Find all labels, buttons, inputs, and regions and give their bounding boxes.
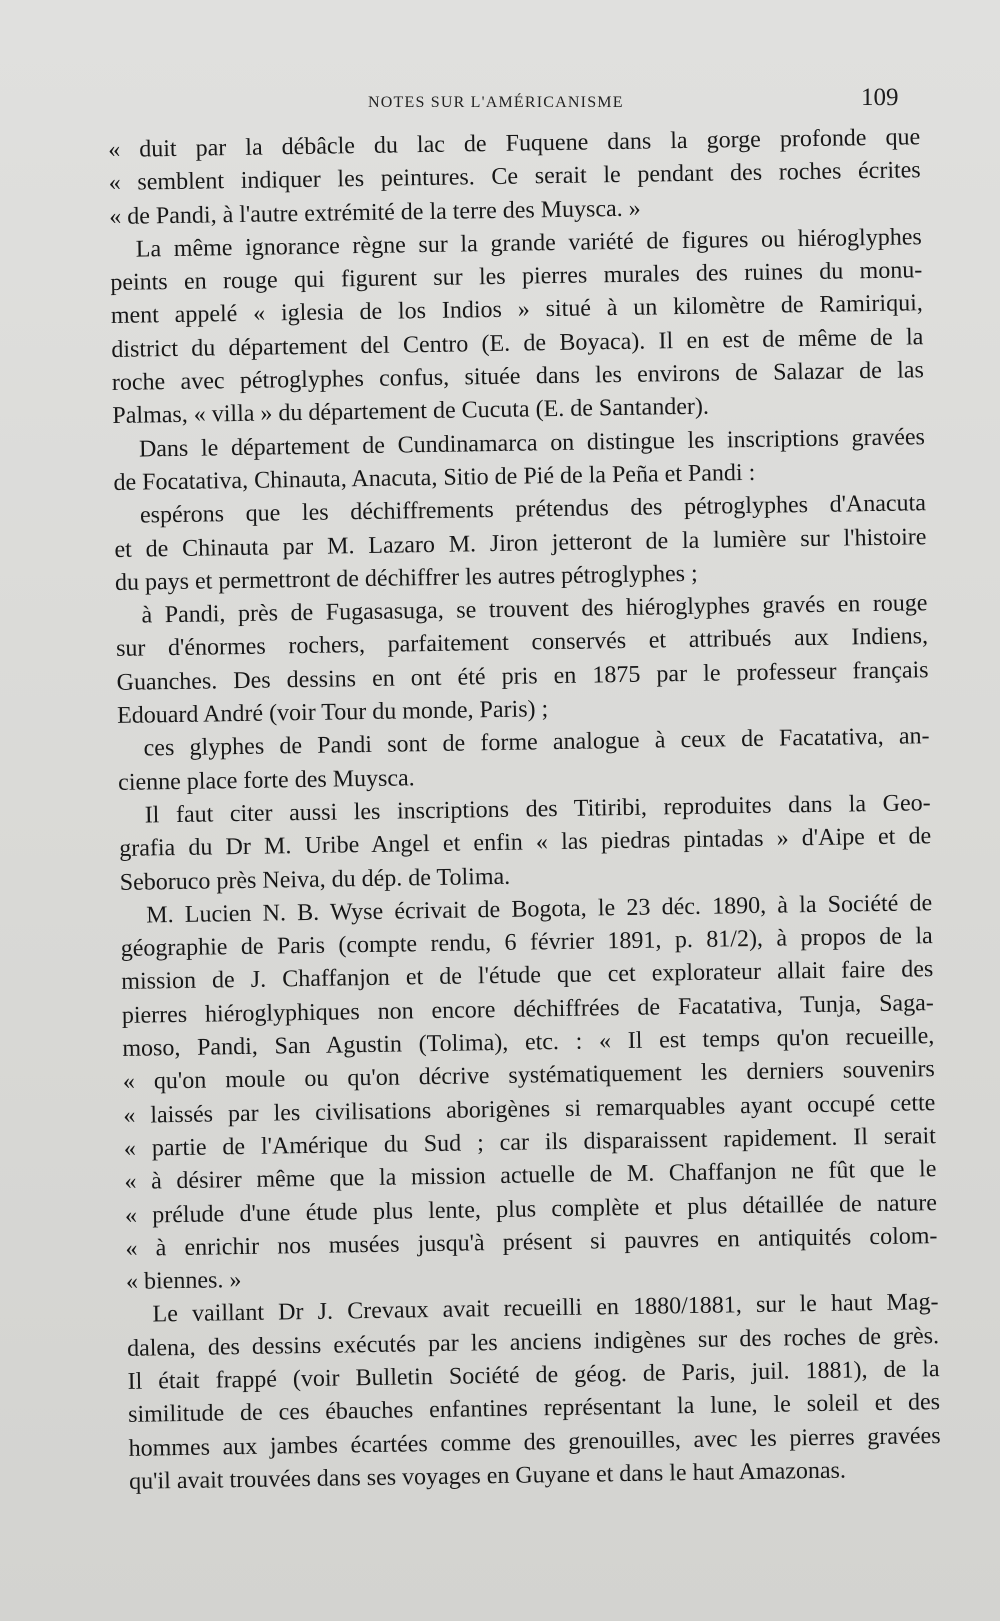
text-line: ment appelé « iglesia de los Indios » situé à un kilomètre de Ramiriqui,	[110, 290, 923, 330]
paragraph	[126, 1286, 941, 1499]
paragraph	[114, 487, 927, 600]
text-line: Edouard André (voir Tour du monde, Paris) ;	[116, 696, 549, 729]
text-line: Seboruco près Neiva, du dép. de Tolima.	[119, 863, 511, 896]
text-line: Le vaillant Dr J. Crevaux avait recueilli en 1880/1881, sur le haut Mag-	[152, 1289, 939, 1328]
text-line: sur d'énormes rochers, parfaitement conservés et attribués aux Indiens,	[115, 623, 929, 663]
paragraph	[108, 121, 921, 234]
text-line: pierres hiéroglyphiques non encore déchiffrées de Facatativa, Tunja, Saga-	[121, 989, 934, 1029]
text-line: M. Lucien N. B. Wyse écrivait de Bogota, le 23 déc. 1890, à la Société de	[146, 889, 933, 929]
text-line: « partie de l'Amérique du Sud ; car ils disparaissent rapidement. Il serait	[123, 1123, 937, 1162]
text-line: La même ignorance règne sur la grande variété de figures ou hiéroglyphes	[135, 224, 922, 263]
text-line: espérons que les déchiffrements prétendus des pétroglyphes d'Anacuta	[139, 490, 927, 529]
text-line: ces glyphes de Pandi sont de forme analogue à ceux de Facatativa, an-	[143, 723, 930, 762]
text-line: géographie de Paris (compte rendu, 6 février 1891, p. 81/2), à propos de la	[120, 923, 933, 963]
text-line: Palmas, « villa » du département de Cucuta (E. de Santander).	[112, 393, 710, 430]
text-line: qu'il avait trouvées dans ses voyages en Guyane et dans le haut Amazonas.	[128, 1457, 847, 1495]
paragraph	[110, 221, 925, 434]
running-head: NOTES SUR L'AMÉRICANISME	[368, 94, 624, 111]
paragraph	[115, 587, 929, 733]
text-line: district du département del Centro (E. de Boyaca). Il en est de même de la	[111, 324, 924, 363]
page-number: 109	[861, 84, 899, 111]
text-line: « biennes. »	[125, 1267, 242, 1295]
text-line: Dans le département de Cundinamarca on distingue les inscriptions gravées	[138, 423, 926, 463]
paragraph	[117, 721, 930, 800]
text-line: « de Pandi, à l'autre extrémité de la terre des Muysca. »	[109, 195, 641, 230]
text-line: cienne place forte des Muysca.	[117, 764, 415, 796]
text-line: Il était frappé (voir Bulletin Société de géog. de Paris, juil. 1881), de la	[127, 1356, 940, 1395]
text-line: roche avec pétroglyphes confus, située dans les environs de Salazar de las	[111, 357, 925, 397]
text-line: « à désirer même que la mission actuelle de M. Chaffanjon ne fût que le	[124, 1156, 937, 1196]
text-line: « prélude d'une étude plus lente, plus complète et plus détaillée de nature	[124, 1189, 938, 1229]
text-line: similitude de ces ébauches enfantines représentant la lune, le soleil et des	[127, 1389, 941, 1429]
text-line: « qu'on moule ou qu'on décrive systématiquement les derniers souvenirs	[122, 1056, 935, 1096]
text-line: et de Chinauta par M. Lazaro M. Jiron jetteront de la lumière sur l'histoire	[114, 523, 927, 563]
text-line: peints en rouge qui figurent sur les pierres murales des ruines du monu-	[110, 257, 923, 297]
text-line: dalena, des dessins exécutés par les anciens indigènes sur des roches de grès.	[126, 1322, 940, 1362]
text-line: « laissés par les civilisations aborigènes si remarquables ayant occupé cette	[123, 1089, 936, 1129]
paragraph	[113, 421, 926, 500]
text-line: du pays et permettront de déchiffrer les autres pétroglyphes ;	[114, 560, 698, 596]
text-line: de Focatativa, Chinauta, Anacuta, Sitio de Pié de la Peña et Pandi :	[113, 459, 756, 496]
text-line: « duit par la débâcle du lac de Fuquene dans la gorge profonde que	[108, 124, 921, 163]
text-line: mission de J. Chaffanjon et de l'étude que cet explorateur allait faire des	[121, 956, 934, 996]
paragraph	[120, 887, 938, 1299]
text-line: à Pandi, près de Fugasasuga, se trouvent des hiéroglyphes gravés en rouge	[141, 590, 928, 629]
text-line: grafia du Dr M. Uribe Angel et enfin « las piedras pintadas » d'Aipe et de	[119, 823, 932, 863]
text-line: « semblent indiquer les peintures. Ce serait le pendant des roches écrites	[108, 157, 921, 197]
text-line: hommes aux jambes écartées comme des grenouilles, avec les pierres gravées	[128, 1422, 941, 1462]
body-text	[108, 121, 941, 1499]
text-line: moso, Pandi, San Agustin (Tolima), etc. : « Il est temps qu'on recueille,	[122, 1023, 935, 1062]
text-line: « à enrichir nos musées jusqu'à présent si pauvres en antiquités colom-	[125, 1222, 938, 1262]
text-line: Guanches. Des dessins en ont été pris en 1875 par le professeur français	[116, 656, 929, 696]
paragraph	[118, 787, 931, 900]
text-line: Il faut citer aussi les inscriptions des Titiribi, reproduites dans la Geo-	[144, 790, 931, 829]
